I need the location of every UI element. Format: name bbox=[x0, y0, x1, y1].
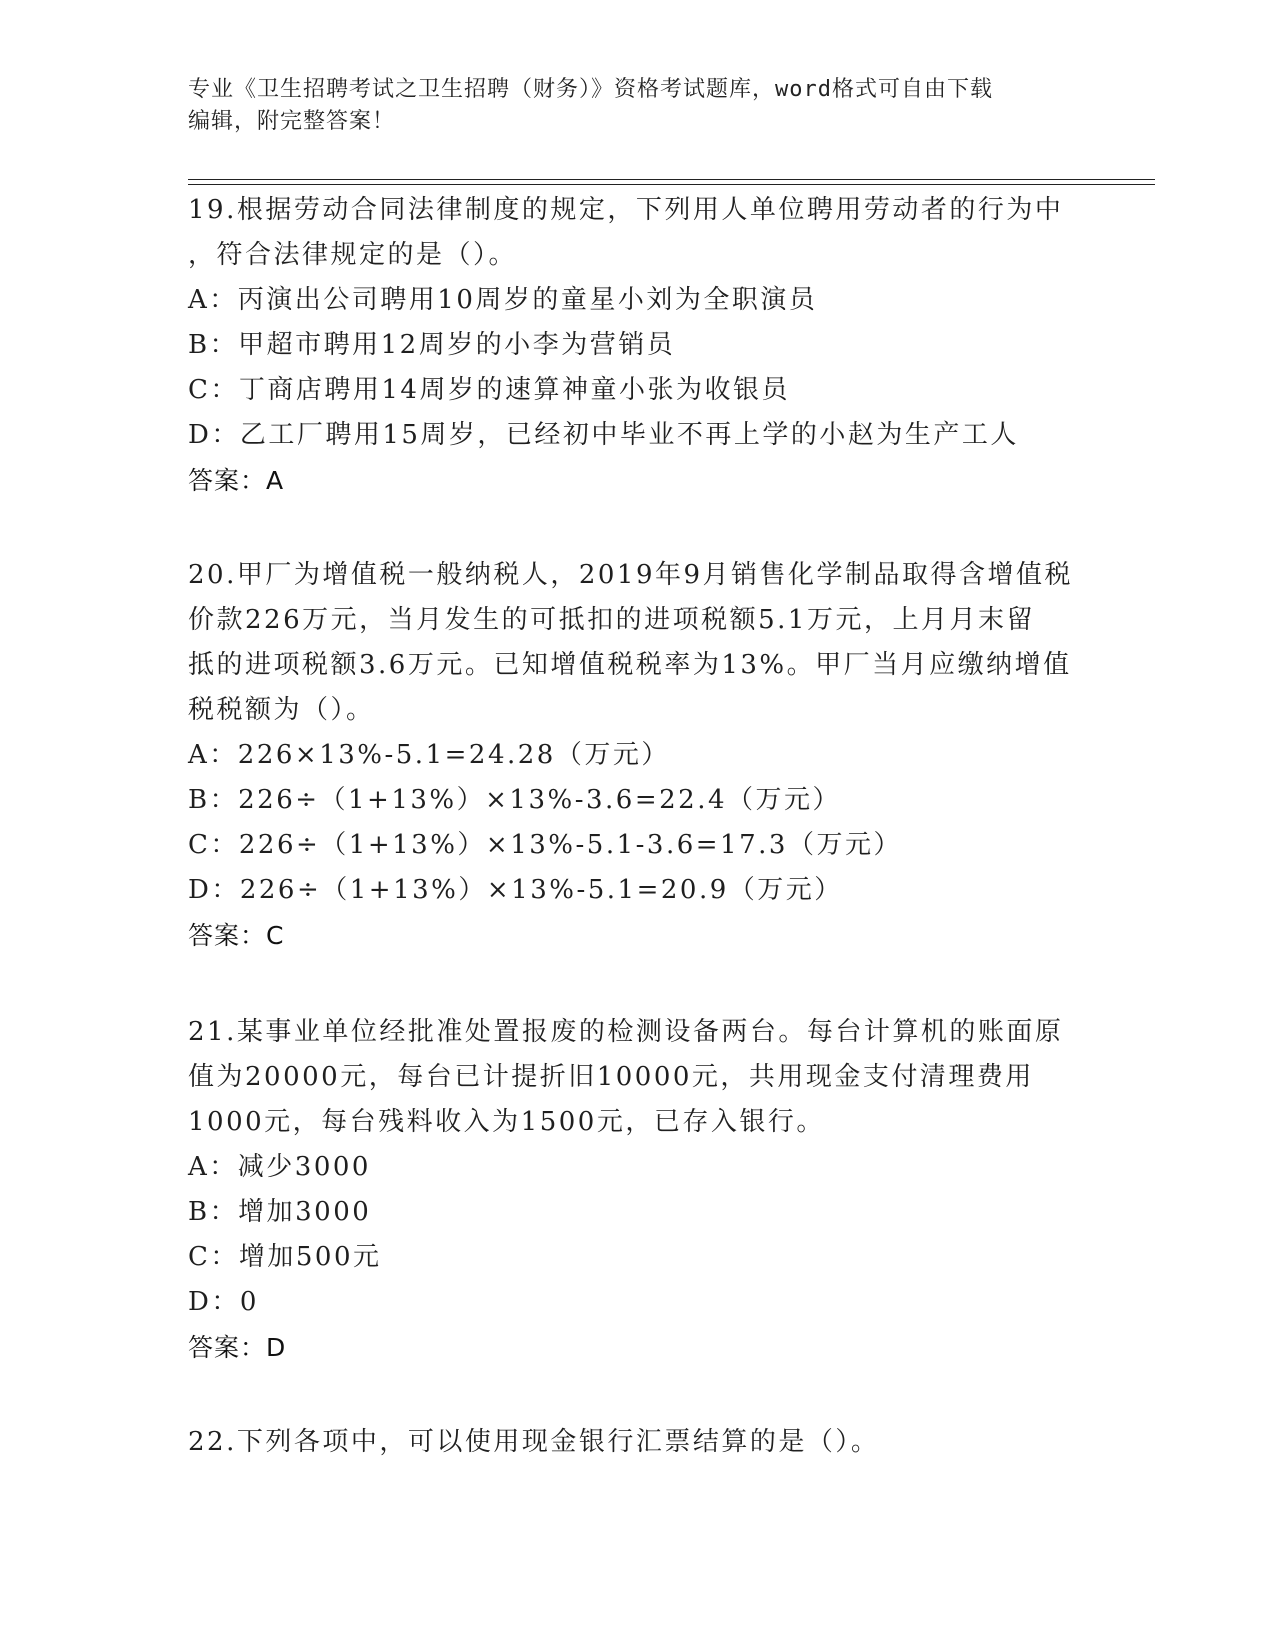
document-header bbox=[188, 74, 1068, 138]
option-c: C：226÷（1+13%）×13%-5.1-3.6=17.3（万元） bbox=[188, 830, 902, 860]
question-stem-line: 抵的进项税额3.6万元。已知增值税税率为13%。甲厂当月应缴纳增值 bbox=[188, 650, 1072, 680]
question-stem-line: 价款226万元，当月发生的可抵扣的进项税额5.1万元，上月月末留 bbox=[188, 605, 1035, 635]
question-stem-line: 20.甲厂为增值税一般纳税人，2019年9月销售化学制品取得含增值税 bbox=[188, 560, 1074, 590]
answer-label: 答案：D bbox=[188, 1333, 287, 1362]
option-b: B：226÷（1+13%）×13%-3.6=22.4（万元） bbox=[188, 785, 842, 815]
answer-label: 答案：C bbox=[188, 921, 285, 950]
question-22 bbox=[188, 1420, 1088, 1465]
option-c: C：丁商店聘用14周岁的速算神童小张为收银员 bbox=[188, 375, 790, 405]
option-d: D：乙工厂聘用15周岁，已经初中毕业不再上学的小赵为生产工人 bbox=[188, 420, 1019, 450]
option-a: A：减少3000 bbox=[188, 1152, 371, 1182]
question-stem-line: 21.某事业单位经批准处置报废的检测设备两台。每台计算机的账面原 bbox=[188, 1017, 1064, 1047]
question-stem-line: 值为20000元，每台已计提折旧10000元，共用现金支付清理费用 bbox=[188, 1062, 1034, 1092]
header-divider-bottom bbox=[188, 184, 1155, 185]
option-c: C：增加500元 bbox=[188, 1242, 382, 1272]
question-20 bbox=[188, 553, 1088, 958]
header-line-2: 编辑，附完整答案！ bbox=[188, 109, 396, 134]
option-a: A：226×13%-5.1=24.28（万元） bbox=[188, 740, 670, 770]
question-stem-line: 税税额为（）。 bbox=[188, 695, 375, 725]
question-21 bbox=[188, 1010, 1088, 1370]
question-stem-line: 1000元，每台残料收入为1500元，已存入银行。 bbox=[188, 1107, 825, 1137]
header-line-1: 专业《卫生招聘考试之卫生招聘（财务）》资格考试题库，word格式可自由下载 bbox=[188, 77, 993, 102]
question-stem-line: ，符合法律规定的是（）。 bbox=[188, 240, 518, 270]
option-b: B：甲超市聘用12周岁的小李为营销员 bbox=[188, 330, 676, 360]
question-19 bbox=[188, 188, 1088, 503]
option-a: A：丙演出公司聘用10周岁的童星小刘为全职演员 bbox=[188, 285, 818, 315]
question-stem-line: 22.下列各项中，可以使用现金银行汇票结算的是（）。 bbox=[188, 1427, 880, 1457]
option-d: D：226÷（1+13%）×13%-5.1=20.9（万元） bbox=[188, 875, 843, 905]
answer-label: 答案：A bbox=[188, 466, 285, 495]
option-b: B：增加3000 bbox=[188, 1197, 372, 1227]
option-d: D：0 bbox=[188, 1287, 259, 1317]
question-stem-line: 19.根据劳动合同法律制度的规定，下列用人单位聘用劳动者的行为中 bbox=[188, 195, 1064, 225]
header-divider-top bbox=[188, 179, 1155, 180]
